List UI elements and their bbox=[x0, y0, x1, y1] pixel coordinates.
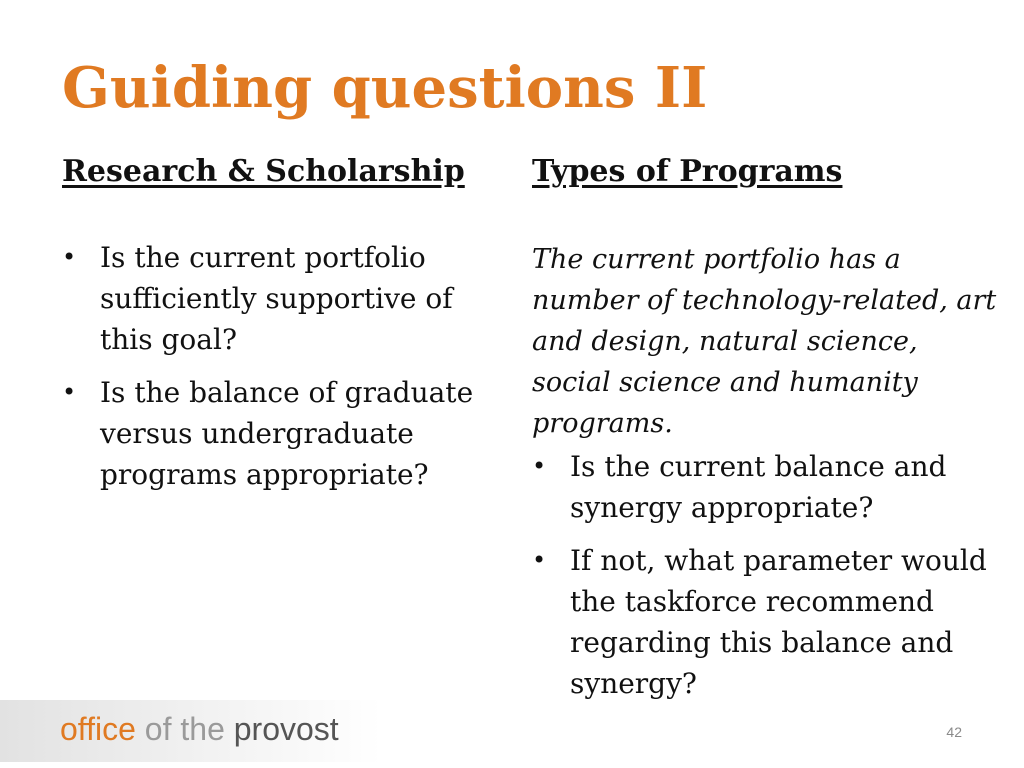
list-item bbox=[532, 446, 1002, 528]
bullet-text: If not, what parameter would the taskforce recommend regarding this balance and synergy? bbox=[570, 543, 987, 700]
bullet-text: Is the current balance and synergy appropriate? bbox=[570, 449, 947, 524]
research-scholarship-column bbox=[62, 152, 482, 507]
programs-bullet-list bbox=[532, 446, 1002, 704]
bullet-icon: • bbox=[62, 377, 77, 406]
slide-title: Guiding questions II bbox=[62, 55, 708, 121]
list-item bbox=[62, 237, 482, 360]
bullet-text: Is the balance of graduate versus undergraduate programs appropriate? bbox=[100, 375, 474, 491]
types-of-programs-column bbox=[532, 152, 1002, 716]
logo-word-office: office bbox=[60, 711, 136, 747]
research-bullet-list bbox=[62, 237, 482, 495]
types-of-programs-heading: Types of Programs bbox=[532, 154, 843, 189]
list-item bbox=[62, 372, 482, 495]
bullet-icon: • bbox=[532, 545, 547, 574]
bullet-icon: • bbox=[532, 451, 547, 480]
office-of-the-provost-logo bbox=[60, 710, 339, 748]
list-item bbox=[532, 540, 1002, 704]
bullet-text: Is the current portfolio sufficiently supportive of this goal? bbox=[100, 240, 453, 356]
programs-intro-text: The current portfolio has a number of technology-related, art and design, natural science, social science and humanity programs. bbox=[532, 243, 997, 439]
bullet-icon: • bbox=[62, 242, 77, 271]
logo-word-of-the: of the bbox=[144, 711, 225, 747]
logo-word-provost: provost bbox=[233, 711, 339, 747]
page-number: 42 bbox=[946, 724, 962, 740]
research-scholarship-heading: Research & Scholarship bbox=[62, 154, 465, 189]
